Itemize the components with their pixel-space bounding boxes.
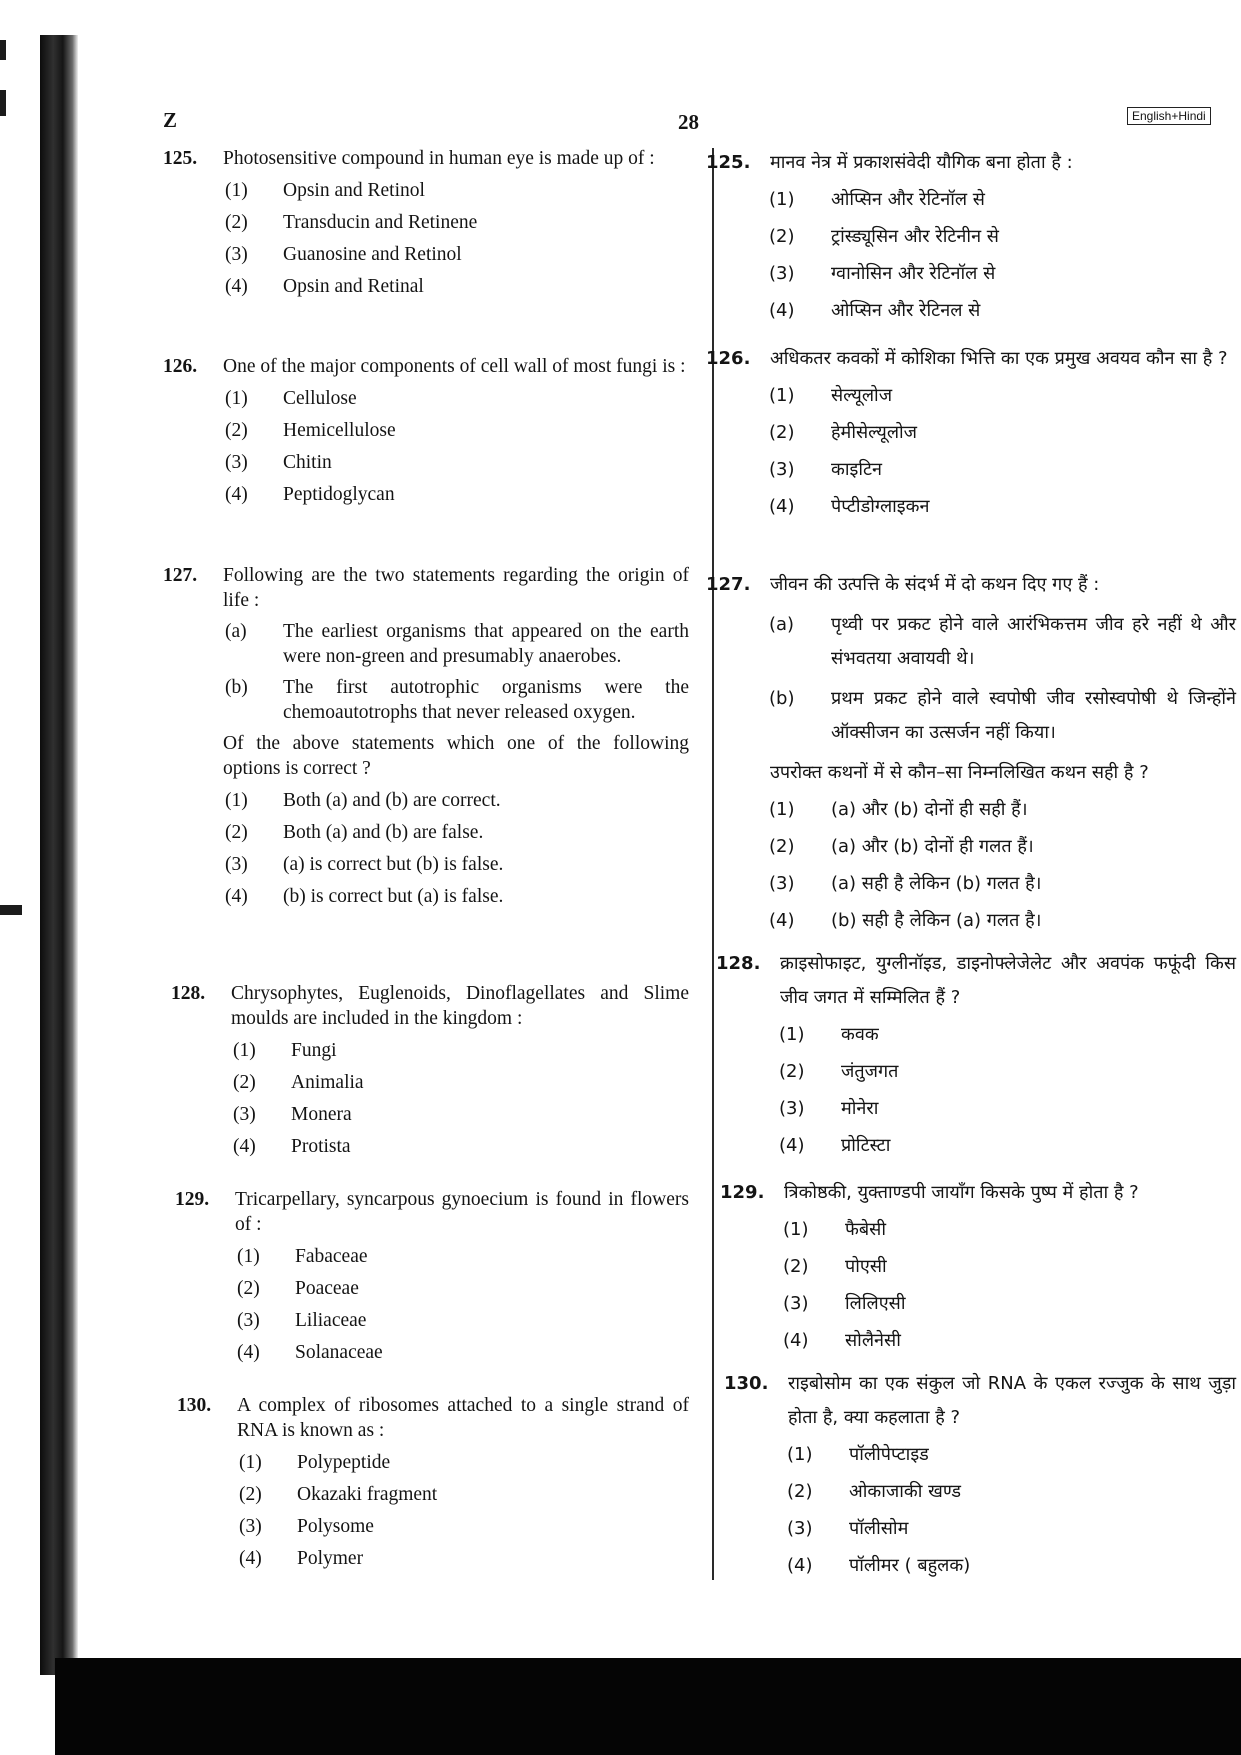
option-text: ट्रांस्ड्यूसिन और रेटिनीन से	[831, 226, 999, 247]
question-128	[171, 981, 689, 1159]
option-number: (1)	[233, 1040, 256, 1061]
question-stem: मानव नेत्र में प्रकाशसंवेदी यौगिक बना होता है :	[770, 152, 1073, 173]
option[interactable]	[237, 1276, 689, 1301]
option[interactable]	[769, 379, 1236, 413]
option[interactable]	[779, 1129, 1236, 1163]
question-number: 125.	[706, 152, 751, 173]
option-number: (2)	[787, 1481, 813, 1502]
option-text: ग्वानोसिन और रेटिनॉल से	[831, 263, 996, 284]
option-text: Fabaceae	[295, 1246, 368, 1267]
option[interactable]	[779, 1092, 1236, 1126]
question-128-hindi	[716, 947, 1236, 1163]
option-number: (2)	[769, 422, 795, 443]
option-text: (a) और (b) दोनों ही गलत हैं।	[831, 836, 1034, 857]
option-text: कवक	[841, 1024, 879, 1045]
option-number: (1)	[769, 385, 795, 406]
question-stem: Chrysophytes, Euglenoids, Dinoflagellates and Slime moulds are included in the kingdom :	[231, 983, 689, 1029]
option-number: (4)	[769, 910, 795, 931]
option-text: लिलिएसी	[845, 1293, 906, 1314]
statement-label: (a)	[225, 621, 247, 642]
option-text: फैबेसी	[845, 1219, 886, 1240]
option-number: (4)	[225, 886, 248, 907]
option-number: (3)	[769, 263, 795, 284]
option-number: (3)	[787, 1518, 813, 1539]
question-number: 128.	[716, 953, 761, 974]
question-number: 128.	[171, 983, 206, 1004]
option[interactable]	[225, 386, 689, 411]
option-number: (2)	[237, 1278, 260, 1299]
option[interactable]	[769, 453, 1236, 487]
question-number: 130.	[724, 1373, 769, 1394]
option[interactable]	[783, 1287, 1236, 1321]
option-text: हेमीसेल्यूलोज	[831, 422, 918, 443]
option[interactable]	[225, 178, 689, 203]
page-number: 28	[678, 110, 699, 134]
paper-code: Z	[163, 108, 178, 132]
option-number: (1)	[769, 189, 795, 210]
option-text: पोएसी	[845, 1256, 887, 1277]
option-text: Polymer	[297, 1548, 364, 1569]
option[interactable]	[769, 830, 1236, 864]
option-text: मोनेरा	[841, 1098, 879, 1119]
option-text: Peptidoglycan	[283, 484, 395, 505]
option-number: (1)	[225, 790, 248, 811]
option-text: Hemicellulose	[283, 420, 396, 441]
option[interactable]	[769, 183, 1236, 217]
option-number: (3)	[225, 854, 248, 875]
question-stem: One of the major components of cell wall of most fungi is :	[223, 356, 686, 377]
statement-label: (a)	[769, 614, 795, 635]
option[interactable]	[239, 1482, 689, 1507]
option-text: Both (a) and (b) are correct.	[283, 790, 501, 811]
option[interactable]	[233, 1038, 689, 1063]
option[interactable]	[225, 482, 689, 507]
option-number: (3)	[225, 244, 248, 265]
option[interactable]	[787, 1475, 1236, 1509]
option-number: (2)	[783, 1256, 809, 1277]
option-number: (4)	[769, 496, 795, 517]
statement-text: प्रथम प्रकट होने वाले स्वपोषी जीव रसोस्वपोषी थे जिन्होंने ऑक्सीजन का उत्सर्जन नहीं किया।	[831, 688, 1236, 743]
option-text: Opsin and Retinal	[283, 276, 424, 297]
option-number: (1)	[225, 388, 248, 409]
statement-text: The first autotrophic organisms were the chemoautotrophs that never released oxygen.	[283, 677, 689, 723]
option[interactable]	[783, 1213, 1236, 1247]
option-number: (4)	[233, 1136, 256, 1157]
option[interactable]	[787, 1512, 1236, 1546]
option[interactable]	[769, 867, 1236, 901]
option[interactable]	[769, 294, 1236, 328]
option-number: (1)	[237, 1246, 260, 1267]
statement	[225, 619, 689, 669]
option-text: (b) सही है लेकिन (a) गलत है।	[831, 910, 1042, 931]
question-125-hindi	[706, 146, 1236, 328]
statement-text: पृथ्वी पर प्रकट होने वाले आरंभिकत्तम जीव हरे नहीं थे और संभवतया अवायवी थे।	[831, 614, 1236, 669]
option-text: सोलैनेसी	[845, 1330, 901, 1351]
option-text: (a) is correct but (b) is false.	[283, 854, 504, 875]
option-text: Polypeptide	[297, 1452, 391, 1473]
option-text: सेल्यूलोज	[831, 385, 893, 406]
option[interactable]	[225, 274, 689, 299]
option[interactable]	[769, 793, 1236, 827]
option-number: (2)	[779, 1061, 805, 1082]
option[interactable]	[783, 1250, 1236, 1284]
question-number: 130.	[177, 1395, 212, 1416]
option-number: (2)	[225, 822, 248, 843]
question-126-hindi	[706, 342, 1236, 524]
option-number: (4)	[769, 300, 795, 321]
option-number: (1)	[787, 1444, 813, 1465]
option[interactable]	[233, 1102, 689, 1127]
option-number: (2)	[225, 212, 248, 233]
question-stem: राइबोसोम का एक संकुल जो RNA के एकल रज्जुक के साथ जुड़ा होता है, क्या कहलाता है ?	[788, 1373, 1236, 1428]
option-text: Both (a) and (b) are false.	[283, 822, 484, 843]
question-stem: Following are the two statements regarding the origin of life :	[223, 565, 689, 611]
option[interactable]	[237, 1244, 689, 1269]
option-text: पेप्टीडोग्लाइकन	[831, 496, 930, 517]
option-number: (2)	[225, 420, 248, 441]
option[interactable]	[769, 220, 1236, 254]
option[interactable]	[237, 1308, 689, 1333]
option-number: (2)	[769, 226, 795, 247]
option[interactable]	[225, 788, 689, 813]
option-text: Opsin and Retinol	[283, 180, 425, 201]
option-number: (3)	[769, 459, 795, 480]
language-badge: English+Hindi	[1127, 107, 1211, 125]
option-number: (1)	[779, 1024, 805, 1045]
option-text: Protista	[291, 1136, 351, 1157]
option-number: (1)	[769, 799, 795, 820]
question-number: 127.	[706, 574, 751, 595]
option[interactable]	[779, 1018, 1236, 1052]
question-125	[163, 146, 689, 299]
option[interactable]	[233, 1070, 689, 1095]
option-number: (4)	[783, 1330, 809, 1351]
option-number: (3)	[233, 1104, 256, 1125]
question-130	[177, 1393, 689, 1571]
option-text: Polysome	[297, 1516, 374, 1537]
option-text: Okazaki fragment	[297, 1484, 438, 1505]
option-text: Cellulose	[283, 388, 357, 409]
question-stem: Photosensitive compound in human eye is made up of :	[223, 148, 655, 169]
option-text: पॉलीपेप्टाइड	[849, 1444, 929, 1465]
option-text: Fungi	[291, 1040, 337, 1061]
option[interactable]	[769, 490, 1236, 524]
question-number: 129.	[175, 1189, 210, 1210]
option[interactable]	[783, 1324, 1236, 1358]
option-number: (3)	[783, 1293, 809, 1314]
option[interactable]	[225, 852, 689, 877]
option-text: Chitin	[283, 452, 332, 473]
option-number: (2)	[239, 1484, 262, 1505]
question-prompt: Of the above statements which one of the following options is correct ?	[223, 733, 689, 779]
statement	[769, 608, 1236, 676]
book-binding-edge	[40, 35, 78, 1675]
option-number: (4)	[225, 484, 248, 505]
option[interactable]	[239, 1514, 689, 1539]
scan-footer-band	[55, 1658, 1241, 1755]
option-text: Transducin and Retinene	[283, 212, 478, 233]
question-number: 126.	[163, 356, 198, 377]
question-stem: क्राइसोफाइट, युग्लीनॉइड, डाइनोफ्लेजेलेट और अवपंक फफूंदी किस जीव जगत में सम्मिलित हैं ?	[780, 953, 1236, 1008]
option-number: (1)	[239, 1452, 262, 1473]
option-number: (4)	[237, 1342, 260, 1363]
statement-label: (b)	[769, 688, 795, 709]
option-text: (a) और (b) दोनों ही सही हैं।	[831, 799, 1028, 820]
statement	[769, 682, 1236, 750]
option-text: पॉलीसोम	[849, 1518, 909, 1539]
question-number: 127.	[163, 565, 198, 586]
option-text: पॉलीमर ( बहुलक)	[849, 1555, 971, 1576]
option-number: (3)	[779, 1098, 805, 1119]
option-number: (1)	[783, 1219, 809, 1240]
question-129-hindi	[720, 1176, 1236, 1358]
option[interactable]	[779, 1055, 1236, 1089]
option[interactable]	[787, 1549, 1236, 1583]
question-stem: जीवन की उत्पत्ति के संदर्भ में दो कथन दिए गए हैं :	[770, 574, 1100, 595]
question-126	[163, 354, 689, 507]
option[interactable]	[769, 904, 1236, 938]
option[interactable]	[225, 242, 689, 267]
option-number: (4)	[225, 276, 248, 297]
option-number: (2)	[233, 1072, 256, 1093]
statement	[225, 675, 689, 725]
option[interactable]	[225, 884, 689, 909]
option[interactable]	[239, 1450, 689, 1475]
option[interactable]	[239, 1546, 689, 1571]
option-number: (3)	[225, 452, 248, 473]
option-number: (3)	[237, 1310, 260, 1331]
option-text: Poaceae	[295, 1278, 359, 1299]
question-stem: Tricarpellary, syncarpous gynoecium is found in flowers of :	[235, 1189, 689, 1235]
question-prompt: उपरोक्त कथनों में से कौन–सा निम्नलिखित कथन सही है ?	[770, 762, 1149, 783]
option-text: जंतुजगत	[841, 1061, 899, 1082]
option[interactable]	[225, 210, 689, 235]
question-stem: त्रिकोष्ठकी, युक्ताण्डपी जायाँग किसके पुष्प में होता है ?	[784, 1182, 1139, 1203]
option[interactable]	[233, 1134, 689, 1159]
option-text: (a) सही है लेकिन (b) गलत है।	[831, 873, 1042, 894]
option[interactable]	[225, 450, 689, 475]
option-text: Monera	[291, 1104, 352, 1125]
option-text: Solanaceae	[295, 1342, 383, 1363]
option-text: काइटिन	[831, 459, 883, 480]
option-text: Liliaceae	[295, 1310, 367, 1331]
option[interactable]	[769, 416, 1236, 450]
question-129	[175, 1187, 689, 1365]
option-number: (4)	[787, 1555, 813, 1576]
scan-mark	[0, 40, 6, 60]
option[interactable]	[225, 820, 689, 845]
question-127	[163, 563, 689, 909]
option-number: (3)	[769, 873, 795, 894]
option-text: (b) is correct but (a) is false.	[283, 886, 504, 907]
option-text: प्रोटिस्टा	[841, 1135, 891, 1156]
question-number: 126.	[706, 348, 751, 369]
option-text: ओप्सिन और रेटिनल से	[831, 300, 981, 321]
option-number: (1)	[225, 180, 248, 201]
option-text: ओप्सिन और रेटिनॉल से	[831, 189, 985, 210]
option-text: Animalia	[291, 1072, 364, 1093]
option[interactable]	[787, 1438, 1236, 1472]
question-number: 125.	[163, 148, 198, 169]
question-number: 129.	[720, 1182, 765, 1203]
scan-mark	[0, 90, 6, 116]
option-text: ओकाजाकी खण्ड	[849, 1481, 962, 1502]
option-number: (2)	[769, 836, 795, 857]
option[interactable]	[237, 1340, 689, 1365]
scan-mark	[0, 905, 22, 915]
option[interactable]	[225, 418, 689, 443]
option-text: Guanosine and Retinol	[283, 244, 462, 265]
option-number: (4)	[779, 1135, 805, 1156]
option-number: (3)	[239, 1516, 262, 1537]
option-number: (4)	[239, 1548, 262, 1569]
question-stem: A complex of ribosomes attached to a single strand of RNA is known as :	[237, 1395, 689, 1441]
question-127-hindi	[706, 568, 1236, 938]
statement-text: The earliest organisms that appeared on the earth were non-green and presumably anaerobes.	[283, 621, 689, 667]
statement-label: (b)	[225, 677, 248, 698]
question-130-hindi	[724, 1367, 1236, 1583]
option[interactable]	[769, 257, 1236, 291]
question-stem: अधिकतर कवकों में कोशिका भित्ति का एक प्रमुख अवयव कौन सा है ?	[770, 348, 1228, 369]
